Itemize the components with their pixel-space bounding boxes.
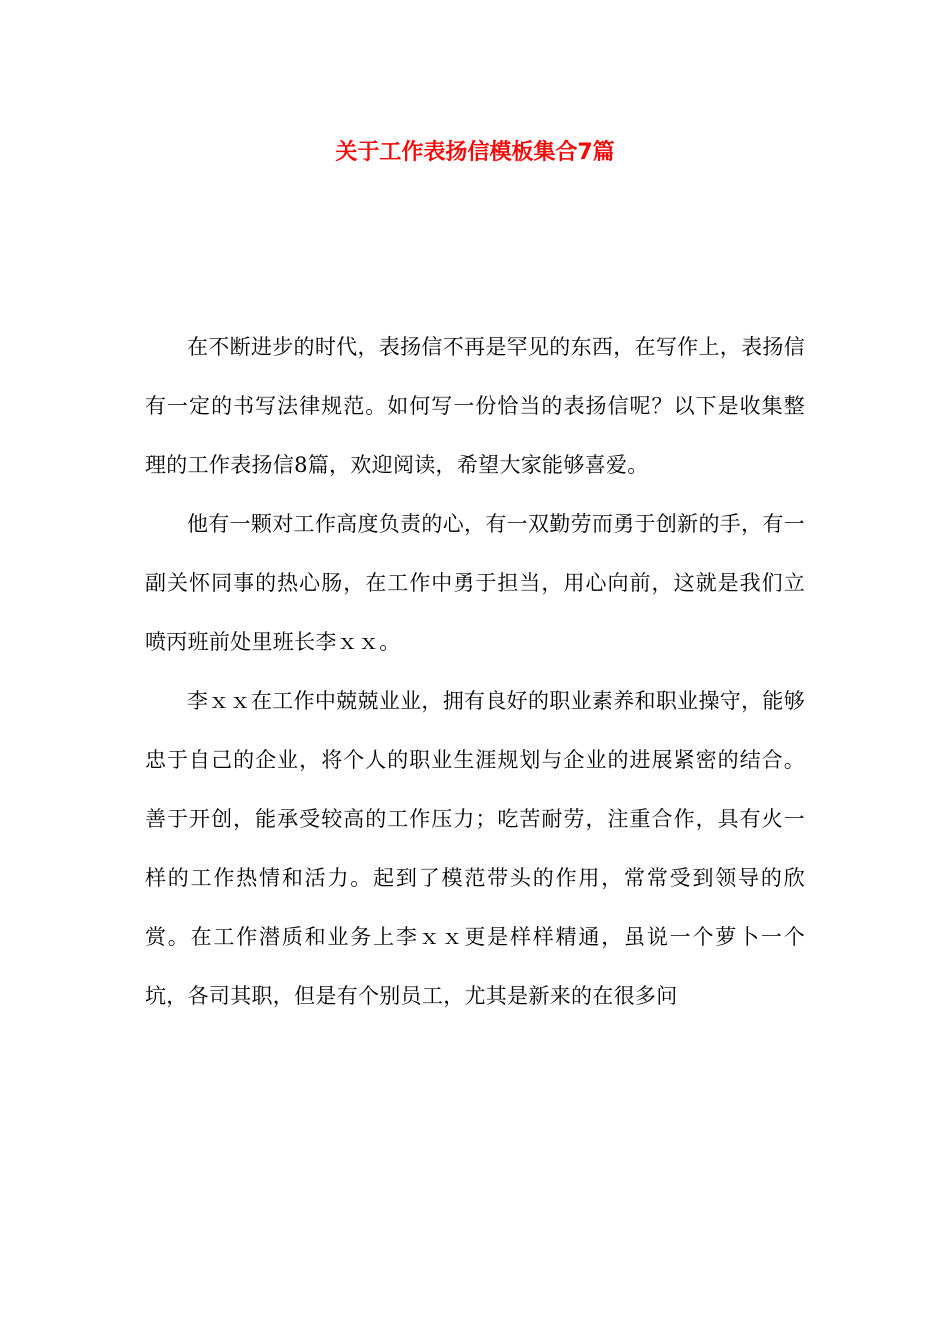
paragraph-intro: 在不断进步的时代，表扬信不再是罕见的东西，在写作上，表扬信有一定的书写法律规范。如何写一份恰当的表扬信呢？以下是收集整理的工作表扬信8篇，欢迎阅读，希望大家能够喜爱。 (145, 335, 805, 477)
paragraph-praise-heart: 他有一颗对工作高度负责的心，有一双勤劳而勇于创新的手，有一副关怀同事的热心肠，在工作中勇于担当，用心向前，这就是我们立喷丙班前处里班长李ｘｘ。 (145, 512, 805, 654)
document-body (145, 318, 805, 1026)
paragraph-praise-work: 李ｘｘ在工作中兢兢业业，拥有良好的职业素养和职业操守，能够忠于自己的企业，将个人的职业生涯规划与企业的进展紧密的结合。善于开创，能承受较高的工作压力；吃苦耐劳，注重合作，具有火一样的工作热情和活力。起到了模范带头的作用，常常受到领导的欣赏。在工作潜质和业务上李ｘｘ更是样样精通，虽说一个萝卜一个坑，各司其职，但是有个别员工，尤其是新来的在很多问 (145, 689, 805, 1008)
document-title: 关于工作表扬信模板集合7篇 (335, 140, 615, 165)
